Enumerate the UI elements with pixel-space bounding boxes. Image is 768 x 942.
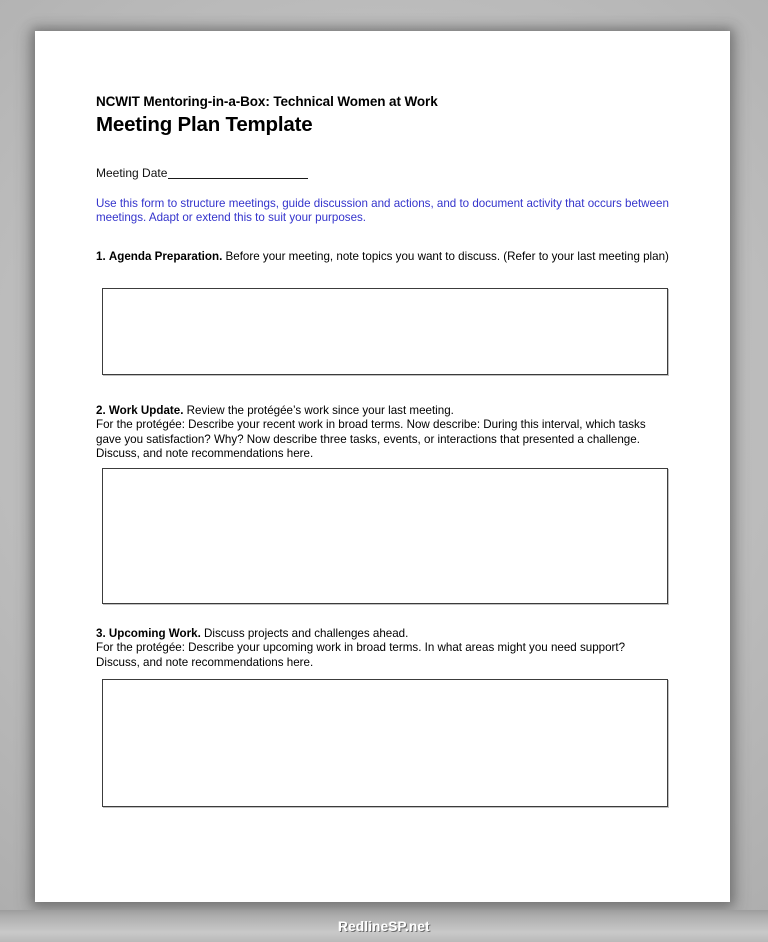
section-3-number: 3. — [96, 627, 106, 640]
section-agenda-preparation — [96, 250, 669, 264]
section-3-line-1 — [96, 627, 669, 641]
section-2-answer-box[interactable] — [102, 468, 668, 604]
section-2-body-1: Review the protégée’s work since your last meeting. — [186, 404, 454, 417]
section-1-body-1: Before your meeting, note topics you want to discuss. (Refer to your last meeting plan) — [225, 250, 669, 263]
section-3-body-1: Discuss projects and challenges ahead. — [204, 627, 409, 640]
meeting-date-field — [96, 166, 308, 180]
section-3-body-2: For the protégée: Describe your upcoming work in broad terms. In what areas might you need support? Discuss, and note recommendations here. — [96, 641, 626, 669]
section-1-text — [96, 250, 669, 264]
watermark-text: RedlineSP.net — [338, 918, 430, 934]
section-2-number: 2. — [96, 404, 106, 417]
meeting-date-label: Meeting Date — [96, 166, 168, 180]
page-content-area — [96, 31, 676, 902]
section-2-heading: Work Update. — [108, 404, 184, 417]
section-3-answer-box[interactable] — [102, 679, 668, 807]
page-title: Meeting Plan Template — [96, 113, 313, 136]
section-3-heading: Upcoming Work. — [108, 627, 201, 640]
document-page — [35, 31, 730, 902]
section-2-body-2: For the protégée: Describe your recent work in broad terms. Now describe: During this interval, which tasks gave you satisfaction? Why? Now describe three tasks, events, or interactions that presented a challenge. Discuss, and note recommendations here. — [96, 418, 646, 460]
section-1-answer-box[interactable] — [102, 288, 668, 375]
organization-title: NCWIT Mentoring-in-a-Box: Technical Women at Work — [96, 94, 438, 109]
section-work-update — [96, 404, 669, 461]
meeting-date-input-line[interactable] — [168, 178, 308, 179]
section-3-text — [96, 627, 669, 670]
intro-instructions: Use this form to structure meetings, guide discussion and actions, and to document activity that occurs between meetings. Adapt or extend this to suit your purposes. — [96, 197, 669, 225]
section-1-heading: Agenda Preparation. — [108, 250, 223, 263]
section-1-number: 1. — [96, 250, 106, 263]
section-2-line-1 — [96, 404, 669, 418]
section-upcoming-work — [96, 627, 669, 670]
section-2-text — [96, 404, 669, 461]
watermark-bar — [0, 910, 768, 942]
section-1-line-1 — [96, 250, 669, 264]
